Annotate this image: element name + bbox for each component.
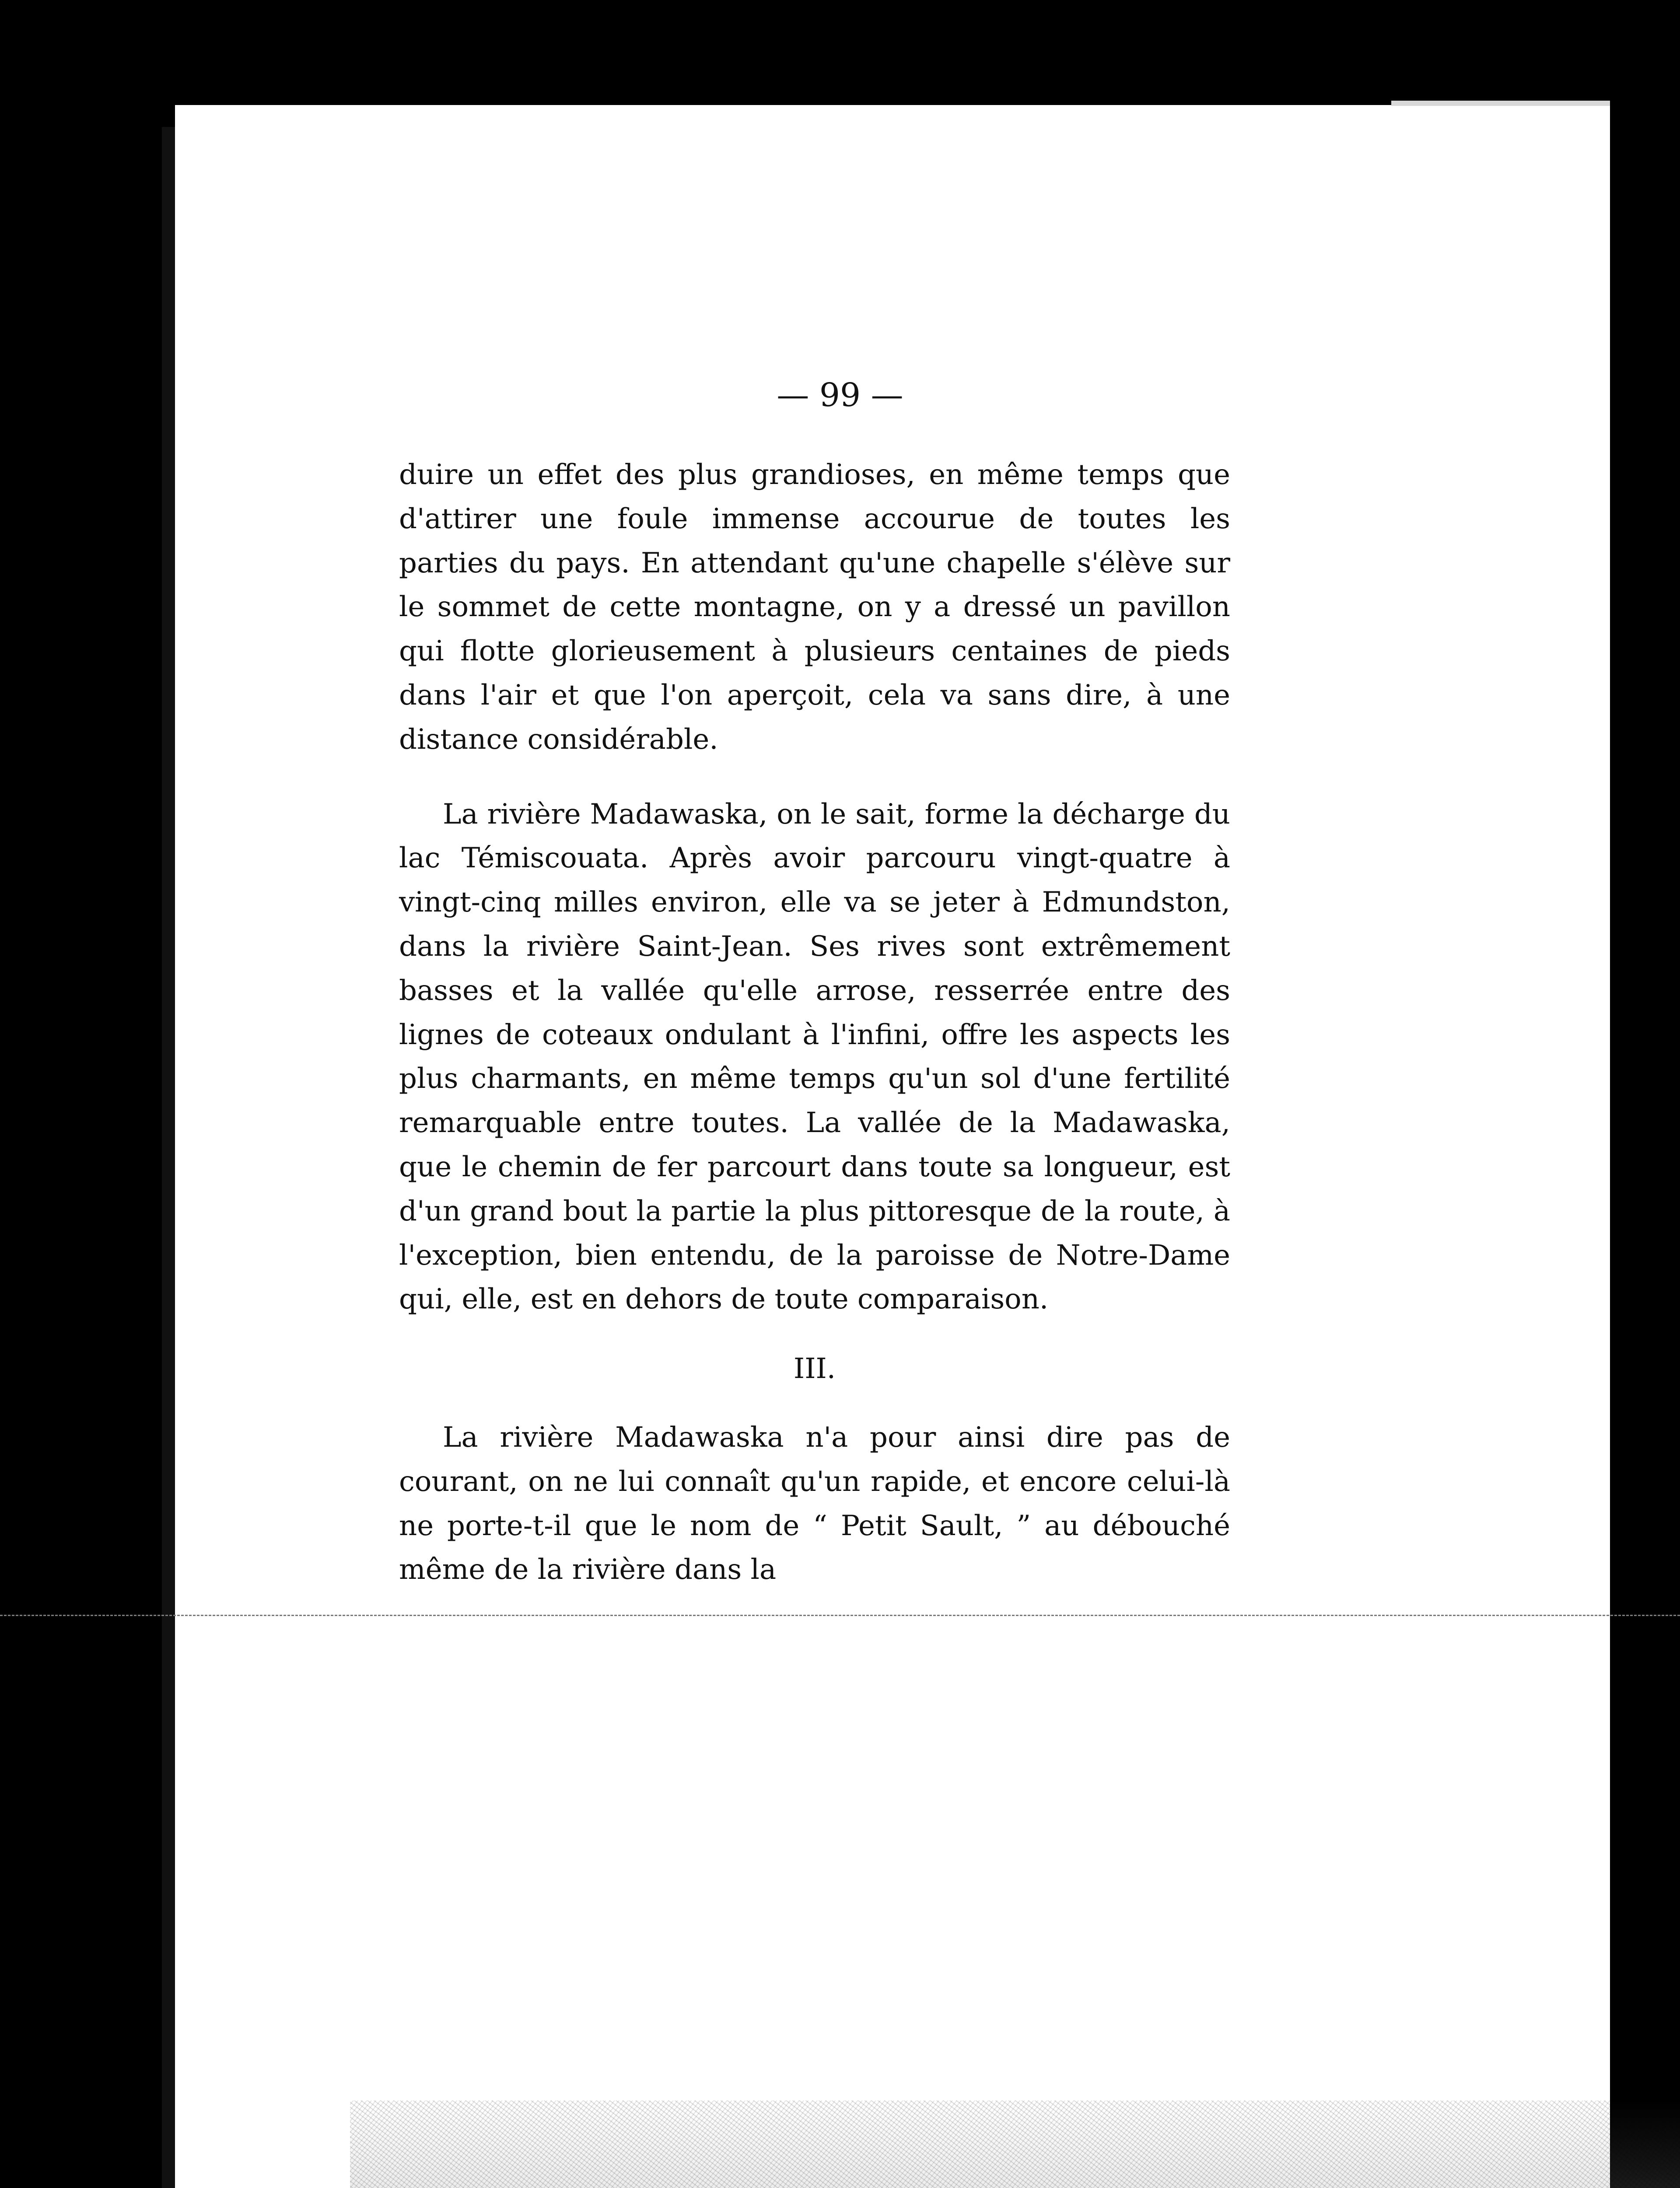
scan-smudge: [350, 2100, 1680, 2188]
paragraph-3: La rivière Madawaska n'a pour ainsi dire pas de courant, on ne lui connaît qu'un rapide, et encore celui-là ne porte-t-il que le nom de “ Petit Sault, ” au débouché même de la rivière dans la: [399, 1421, 1230, 1586]
page-number: — 99 —: [777, 376, 903, 414]
body-text: [399, 453, 1230, 1592]
paragraph-1: duire un effet des plus grandioses, en même temps que d'attirer une foule immense accourue de toutes les parties du pays. En attendant qu'une chapelle s'élève sur le sommet de cette montagne, on y a dressé un pavillon qui flotte glorieusement à plusieurs centaines de pieds dans l'air et que l'on aperçoit, cela va sans dire, à une distance considérable.: [399, 459, 1230, 756]
scan-dashed-line: [0, 1615, 1680, 1616]
page-top-edge: [1391, 101, 1610, 106]
section-heading: III.: [793, 1353, 836, 1385]
paragraph-2: La rivière Madawaska, on le sait, forme la décharge du lac Témiscouata. Après avoir parcouru vingt-quatre à vingt-cinq milles environ, elle va se jeter à Edmundston, dans la rivière Saint-Jean. Ses rives sont extrêmement basses et la vallée qu'elle arrose, resserrée entre des lignes de coteaux ondulant à l'infini, offre les aspects les plus charmants, en même temps qu'un sol d'une fertilité remarquable entre toutes. La vallée de la Madawaska, que le chemin de fer parcourt dans toute sa longueur, est d'un grand bout la partie la plus pittoresque de la route, à l'exception, bien entendu, de la paroisse de Notre-Dame qui, elle, est en dehors de toute comparaison.: [399, 798, 1230, 1316]
